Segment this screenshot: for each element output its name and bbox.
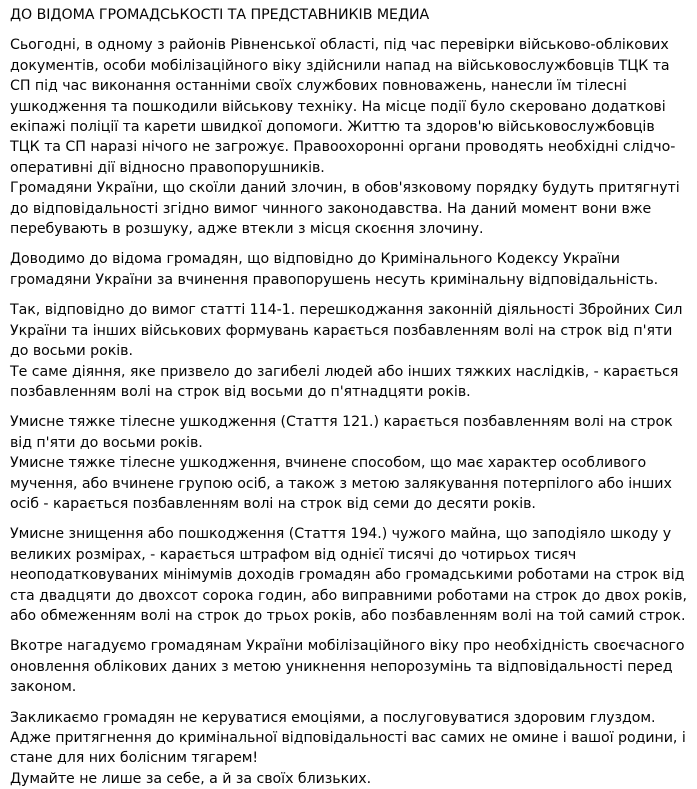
paragraph-line: Те саме діяння, яке призвело до загибелі людей або інших тяжких наслідків, - карається позбавленням волі на строк від восьми до п'ятнадцяти років. — [10, 363, 679, 400]
paragraph-line: Вкотре нагадуємо громадянам України мобілізаційного віку про необхідність своєчасного оновлення облікових даних з метою уникнення непорозумінь та відповідальності перед законом. — [10, 638, 685, 696]
paragraph-article-114-1 — [10, 300, 687, 402]
paragraph-line: Громадяни України, що скоїли даний злочин, в обов'язковому порядку будуть притягнуті до відповідальності згідно вимог чинного законодавства. На даний момент вони вже перебувають в розшуку, адже втекли з місця скоєння злочину. — [10, 180, 680, 238]
paragraph-reminder — [10, 636, 687, 697]
paragraph-article-121 — [10, 412, 687, 514]
paragraph-line: Так, відповідно до вимог статті 114-1. перешкоджання законній діяльності Збройних Сил України та інших військових формувань карається позбавленням волі на строк від п'яти до восьми років. — [10, 302, 683, 360]
paragraph-appeal — [10, 708, 687, 789]
paragraph-line: Умисне знищення або пошкодження (Стаття 194.) чужого майна, що заподіяло шкоду у великих розмірах, - карається штрафом від однієї тисячі до чотирьох тисяч неоподатковуваних мінімумів доходів громадян або громадськими роботами на строк від ста двадцяти до двохсот сорока годин, або виправними роботами на строк до двох років, або обмеженням волі на строк до трьох років, або позбавленням волі на той самий строк. — [10, 526, 687, 624]
paragraph-article-194 — [10, 524, 687, 626]
paragraph-incident — [10, 35, 687, 239]
post-title — [10, 5, 687, 25]
paragraph-line: Сьогодні, в одному з районів Рівненської області, під час перевірки військово-облікових документів, особи мобілізаційного віку здійснили напад на військовослужбовців ТЦК та СП під час виконання останніми своїх службових повноважень, нанесли їм тілесні ушкодження та пошкодили військову техніку. На місце події було скеровано додаткові екіпажі поліції та карети швидкої допомоги. Життю та здоров'ю військовослужбовців ТЦК та СП наразі нічого не загрожує. Правоохоронні органи проводять необхідні слідчо-оперативні дії відносно правопорушників. — [10, 37, 676, 176]
paragraph-line: Доводимо до відома громадян, що відповідно до Кримінального Кодексу України громадяни України за вчинення правопорушень несуть кримінальну відповідальність. — [10, 251, 659, 288]
paragraph-criminal-liability — [10, 249, 687, 290]
paragraph-line: Закликаємо громадян не керуватися емоціями, а послуговуватися здоровим глуздом. Адже притягнення до кримінальної відповідальності вас самих не омине і вашої родини, і стане для них болісним тягарем! — [10, 709, 686, 767]
paragraph-line: Умисне тяжке тілесне ушкодження (Стаття 121.) карається позбавленням волі на строк від п'яти до восьми років. — [10, 414, 673, 451]
paragraph-line: Думайте не лише за себе, а й за своїх близьких. — [10, 770, 372, 787]
post-title-text: ДО ВІДОМА ГРОМАДСЬКОСТІ ТА ПРЕДСТАВНИКІВ МЕДИА — [10, 7, 430, 23]
paragraph-line: Умисне тяжке тілесне ушкодження, вчинене способом, що має характер особливого мучення, або вчинене групою осіб, а також з метою залякування потерпілого або інших осіб - карається позбавленням волі на строк від семи до десяти років. — [10, 455, 672, 512]
